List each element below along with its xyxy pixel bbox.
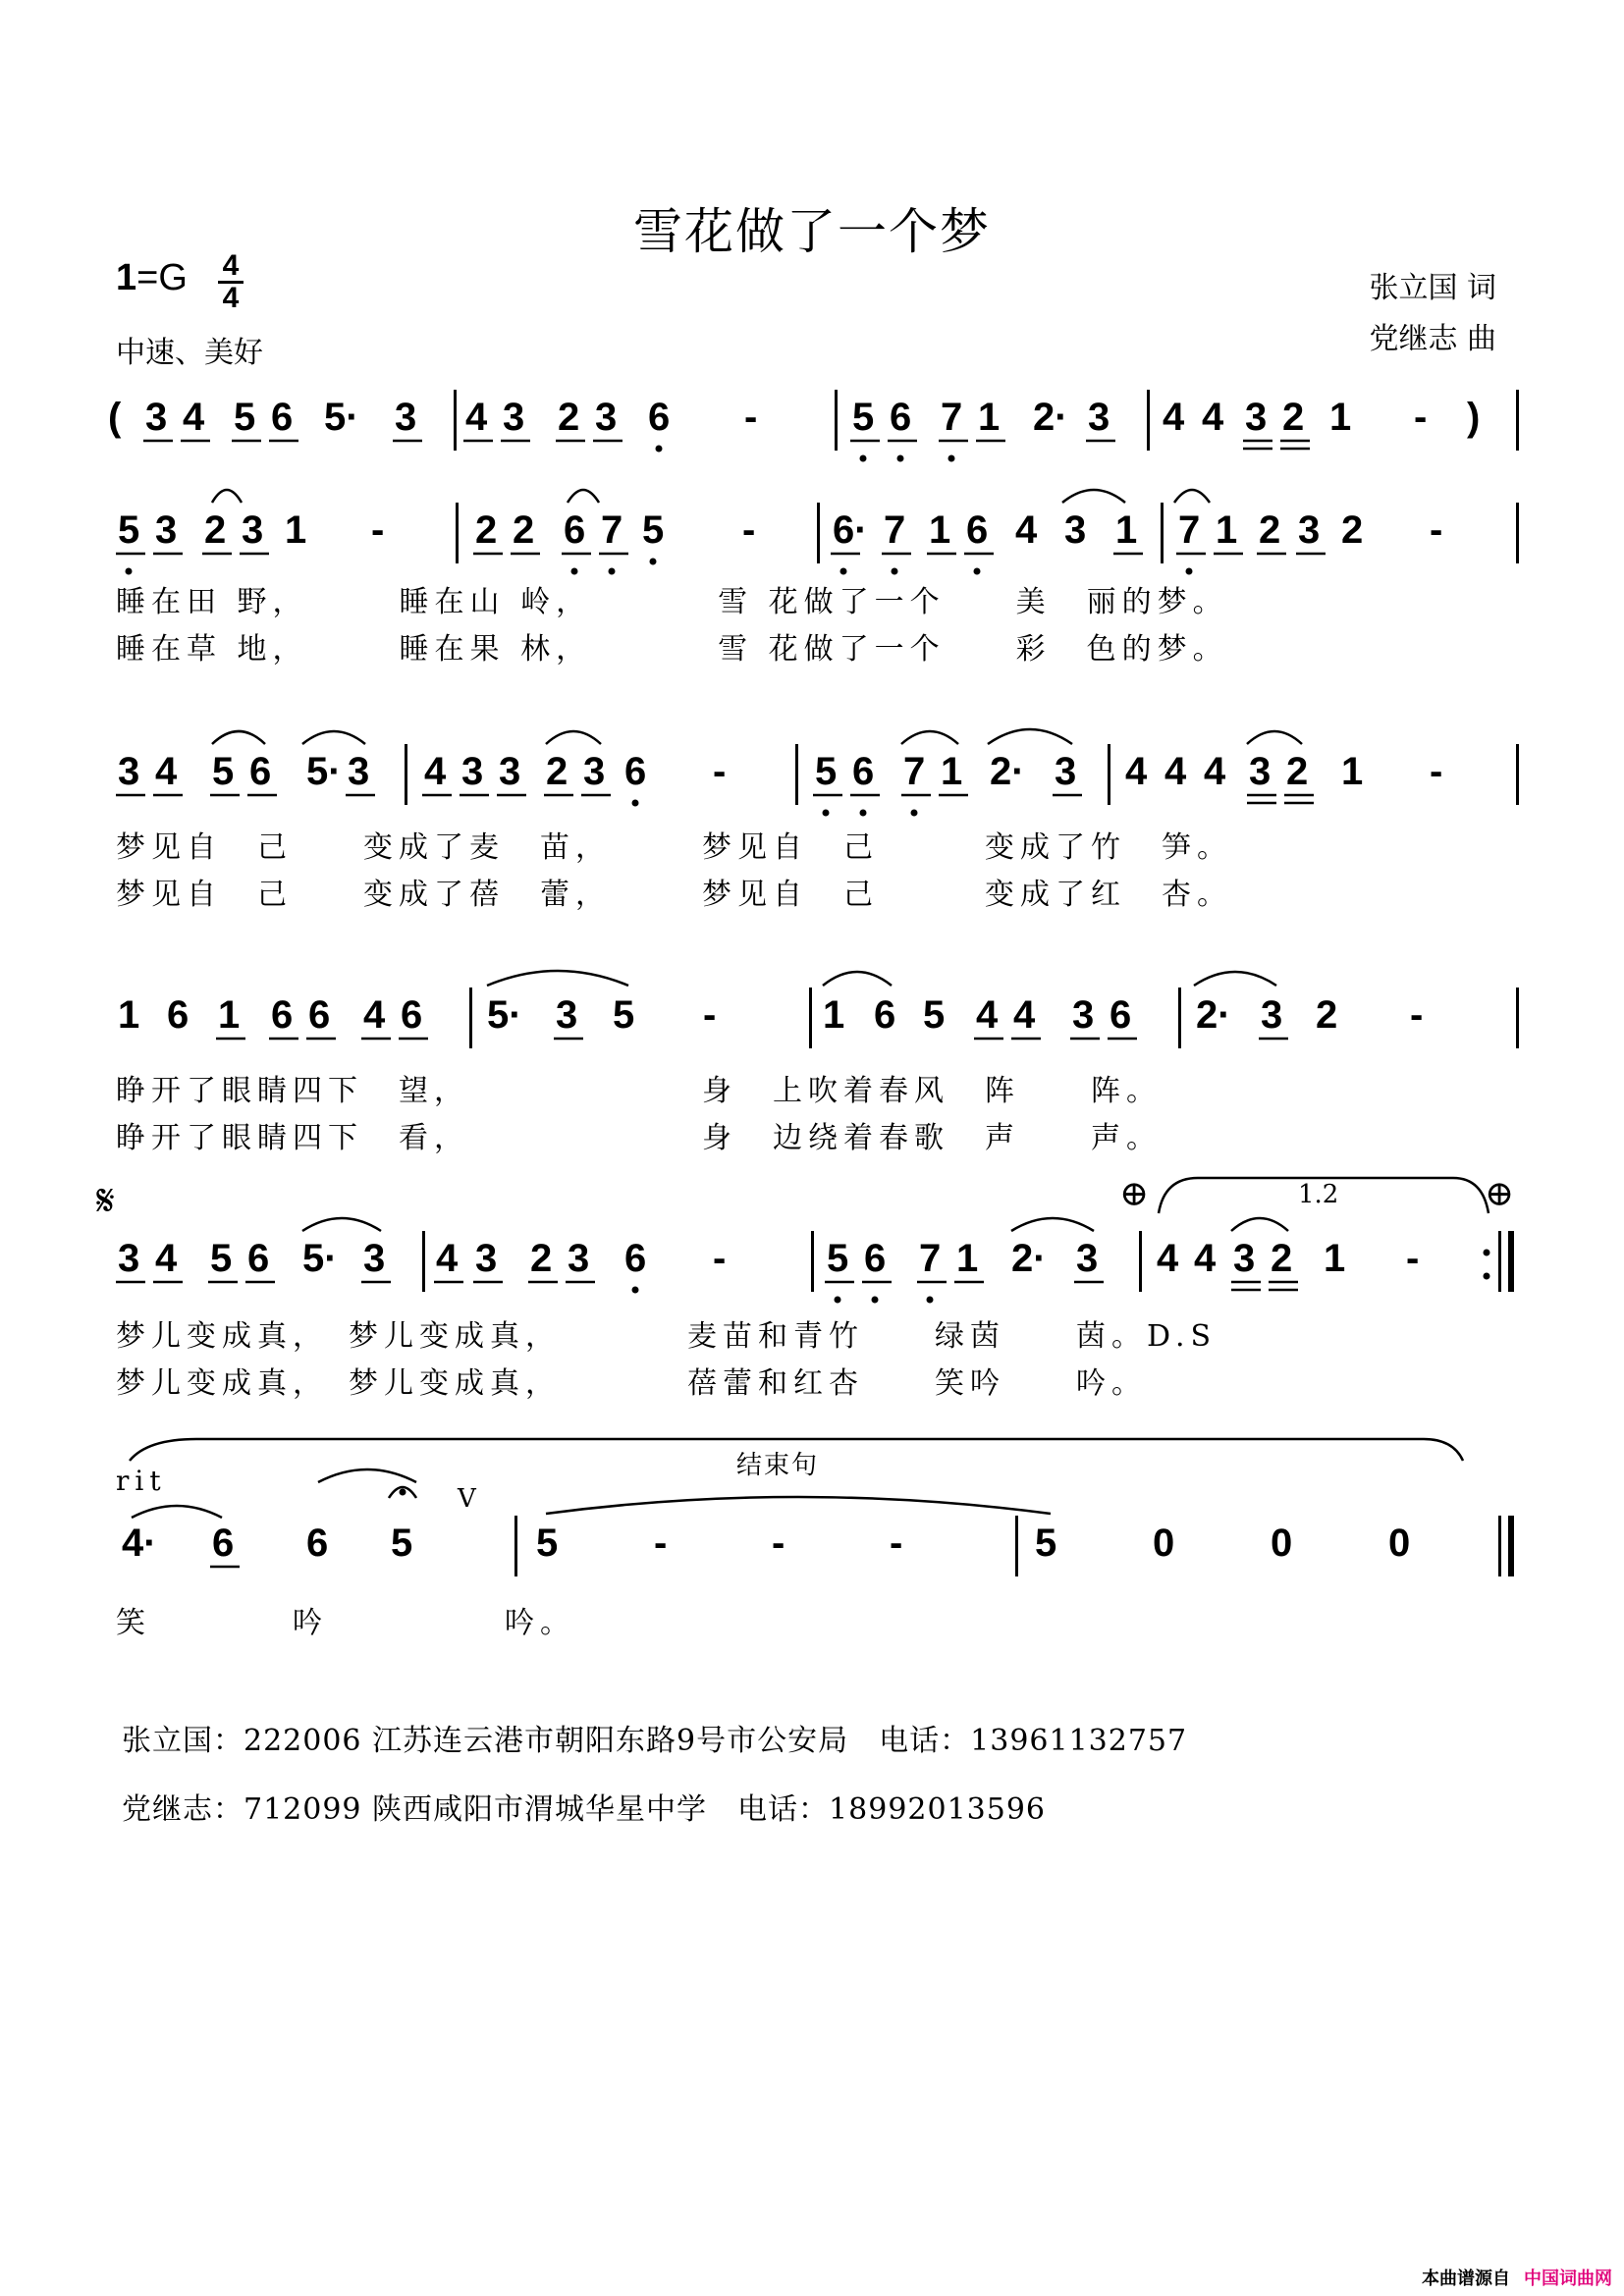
lyric-line-2a: 梦见自 己 变成了麦 苗， 梦见自 己 变成了竹 笋。 <box>116 830 1232 865</box>
note-6-7: - <box>772 1522 785 1565</box>
octave-dot-below <box>571 568 578 575</box>
note-5-23: 1 <box>1324 1237 1346 1280</box>
slur <box>1174 490 1210 503</box>
note-1-15: 6 <box>890 396 912 439</box>
octave-dot-below <box>1186 568 1193 575</box>
note-2-24: 2 <box>1341 508 1364 552</box>
contact-composer: 党继志：712099 陕西咸阳市渭城华星中学 电话：18992013596 <box>122 1792 1047 1827</box>
lyric-line-3b: 睁开了眼睛四下 看， 身 边绕着春歌 声 声。 <box>116 1121 1162 1155</box>
note-1-2: 3 <box>145 396 168 439</box>
lyric-line-4a: 梦儿变成真， 梦儿变成真， 麦苗和青竹 绿茵 茵。D.S <box>116 1319 1218 1354</box>
note-3-23: 3 <box>1249 750 1272 793</box>
lyric-line-5a: 笑 吟 吟。 <box>116 1606 575 1640</box>
note-3-17: 1 <box>941 750 963 793</box>
slur <box>302 731 365 744</box>
octave-dot-below <box>860 810 867 817</box>
lyricist-credit: 张立国 词 <box>1369 271 1496 305</box>
note-1-3: 4 <box>183 396 205 439</box>
note-5-13: 5 <box>827 1237 849 1280</box>
note-5-11: 6 <box>624 1237 647 1280</box>
note-1-25: - <box>1414 396 1428 439</box>
note-2-1: 5 <box>118 508 140 552</box>
note-2-9: 6 <box>564 508 586 552</box>
slur <box>823 972 892 986</box>
note-2-2: 3 <box>155 508 178 552</box>
volta-bracket <box>1159 1178 1489 1213</box>
note-6-2: 6 <box>212 1522 235 1565</box>
note-3-6: 3 <box>348 750 370 793</box>
note-3-3: 5 <box>212 750 235 793</box>
slur <box>212 490 242 503</box>
note-3-26: - <box>1430 750 1443 793</box>
octave-dot-below <box>650 559 657 565</box>
note-2-6: - <box>371 508 385 552</box>
note-4-10: 5 <box>613 993 635 1037</box>
note-1-21: 4 <box>1202 396 1224 439</box>
note-1-13: - <box>744 396 758 439</box>
tempo-marking: 中速、美好 <box>116 336 263 370</box>
note-6-8: - <box>890 1522 903 1565</box>
note-3-13: - <box>713 750 727 793</box>
note-5-6: 3 <box>363 1237 386 1280</box>
note-5-14: 6 <box>864 1237 887 1280</box>
meter-bottom: 4 <box>222 282 240 314</box>
note-6-5: 5 <box>536 1522 559 1565</box>
note-1-8: 4 <box>465 396 488 439</box>
note-3-4: 6 <box>249 750 272 793</box>
note-4-22: - <box>1410 993 1424 1037</box>
key-equals: = <box>136 257 159 298</box>
contact-lyricist: 张立国：222006 江苏连云港市朝阳东路9号市公安局 电话：13961132757 <box>122 1724 1188 1758</box>
note-5-10: 3 <box>568 1237 590 1280</box>
footer-site-link[interactable]: 中国词曲网 <box>1524 2269 1612 2288</box>
note-4-5: 6 <box>308 993 331 1037</box>
note-2-16: 6 <box>966 508 989 552</box>
octave-dot-below <box>897 455 904 462</box>
note-3-11: 3 <box>583 750 606 793</box>
composer-credit: 党继志 曲 <box>1369 322 1496 356</box>
note-4-3: 1 <box>218 993 241 1037</box>
meter-top: 4 <box>218 251 244 284</box>
note-4-6: 4 <box>363 993 386 1037</box>
note-4-7: 6 <box>401 993 423 1037</box>
note-5-4: 6 <box>247 1237 270 1280</box>
octave-dot-below <box>840 568 847 575</box>
note-5-20: 4 <box>1194 1237 1217 1280</box>
octave-dot-below <box>892 568 898 575</box>
note-3-15: 6 <box>852 750 875 793</box>
note-4-21: 2 <box>1316 993 1338 1037</box>
octave-dot-below <box>632 1287 639 1294</box>
note-3-10: 2 <box>546 750 568 793</box>
note-4-13: 6 <box>874 993 896 1037</box>
note-5-18: 3 <box>1076 1237 1099 1280</box>
note-3-9: 3 <box>499 750 521 793</box>
note-1-26: ) <box>1467 396 1481 439</box>
note-5-12: - <box>713 1237 727 1280</box>
note-5-7: 4 <box>436 1237 459 1280</box>
note-3-24: 2 <box>1286 750 1309 793</box>
fermata-dot <box>400 1489 406 1496</box>
octave-dot-below <box>632 800 639 807</box>
coda-sign-2: ⊕ <box>1485 1174 1515 1214</box>
footer-source: 本曲谱源自 <box>1422 2269 1510 2288</box>
note-2-8: 2 <box>513 508 535 552</box>
slur <box>546 731 601 744</box>
ending-bracket <box>130 1439 1463 1461</box>
note-1-9: 3 <box>503 396 525 439</box>
slur <box>212 731 265 744</box>
note-6-12: 0 <box>1388 1522 1411 1565</box>
note-5-15: 7 <box>919 1237 942 1280</box>
octave-dot-below <box>609 568 616 575</box>
slur <box>1231 1218 1288 1231</box>
slur <box>318 1469 416 1482</box>
slur <box>568 490 599 503</box>
octave-dot-below <box>126 568 133 575</box>
octave-dot-below <box>974 568 981 575</box>
note-1-22: 3 <box>1245 396 1268 439</box>
note-4-8: 5· <box>487 993 522 1037</box>
note-5-5: 5· <box>302 1237 338 1280</box>
octave-dot-below <box>860 455 867 462</box>
note-4-9: 3 <box>556 993 578 1037</box>
note-4-18: 6 <box>1110 993 1132 1037</box>
note-5-19: 4 <box>1157 1237 1179 1280</box>
octave-dot-below <box>948 455 955 462</box>
ending-label: 结束句 <box>736 1451 820 1480</box>
octave-dot-below <box>656 446 663 453</box>
note-4-2: 6 <box>167 993 189 1037</box>
note-1-10: 2 <box>558 396 580 439</box>
note-3-8: 3 <box>461 750 484 793</box>
note-5-21: 3 <box>1233 1237 1256 1280</box>
note-2-23: 3 <box>1298 508 1321 552</box>
note-6-11: 0 <box>1271 1522 1293 1565</box>
note-1-19: 3 <box>1088 396 1110 439</box>
note-2-21: 1 <box>1216 508 1238 552</box>
note-4-19: 2· <box>1196 993 1231 1037</box>
note-3-16: 7 <box>903 750 926 793</box>
note-1-20: 4 <box>1163 396 1185 439</box>
note-1-14: 5 <box>852 396 875 439</box>
octave-dot-below <box>835 1297 841 1304</box>
note-2-3: 2 <box>204 508 227 552</box>
note-1-11: 3 <box>595 396 618 439</box>
repeat-dot <box>1484 1273 1490 1280</box>
note-2-13: 6· <box>833 508 868 552</box>
note-2-12: - <box>742 508 756 552</box>
note-3-22: 4 <box>1204 750 1226 793</box>
coda-sign-1: ⊕ <box>1119 1174 1150 1214</box>
slur <box>132 1506 222 1518</box>
note-2-17: 4 <box>1015 508 1038 552</box>
note-1-17: 1 <box>978 396 1001 439</box>
note-2-18: 3 <box>1064 508 1087 552</box>
lyric-line-4b: 梦儿变成真， 梦儿变成真， 蓓蕾和红杏 笑吟 吟。 <box>116 1366 1147 1401</box>
note-2-15: 1 <box>929 508 951 552</box>
note-5-1: 3 <box>118 1237 140 1280</box>
breath-mark: V <box>458 1484 476 1514</box>
note-2-7: 2 <box>475 508 498 552</box>
note-4-15: 4 <box>976 993 999 1037</box>
note-1-4: 5 <box>234 396 256 439</box>
octave-dot-below <box>911 810 918 817</box>
note-1-16: 7 <box>941 396 963 439</box>
note-5-2: 4 <box>155 1237 178 1280</box>
note-5-9: 2 <box>530 1237 553 1280</box>
note-2-14: 7 <box>884 508 906 552</box>
note-5-8: 3 <box>475 1237 498 1280</box>
note-4-4: 6 <box>271 993 294 1037</box>
rit-marking: rit <box>116 1465 167 1497</box>
note-1-5: 6 <box>271 396 294 439</box>
note-1-18: 2· <box>1033 396 1068 439</box>
key-tonic: G <box>158 257 188 298</box>
segno-sign: 𝄋 <box>96 1176 115 1226</box>
note-2-4: 3 <box>242 508 264 552</box>
note-5-3: 5 <box>210 1237 233 1280</box>
note-6-10: 0 <box>1153 1522 1175 1565</box>
note-2-5: 1 <box>285 508 307 552</box>
volta-label: 1.2 <box>1298 1180 1339 1209</box>
note-4-17: 3 <box>1072 993 1095 1037</box>
note-3-25: 1 <box>1341 750 1364 793</box>
note-3-18: 2· <box>990 750 1025 793</box>
note-3-19: 3 <box>1055 750 1077 793</box>
note-2-11: 5 <box>642 508 665 552</box>
note-6-3: 6 <box>306 1522 329 1565</box>
note-6-1: 4· <box>122 1522 157 1565</box>
lyric-line-1a: 睡在田 野， 睡在山 岭， 雪 花做了一个 美 丽的梦。 <box>116 585 1228 619</box>
note-2-19: 1 <box>1115 508 1138 552</box>
note-3-7: 4 <box>424 750 447 793</box>
note-1-24: 1 <box>1329 396 1352 439</box>
octave-dot-below <box>927 1297 934 1304</box>
page-title: 雪花做了一个梦 <box>633 203 991 260</box>
note-3-2: 4 <box>155 750 178 793</box>
slur-long <box>487 971 628 986</box>
note-2-20: 7 <box>1178 508 1201 552</box>
repeat-dot <box>1484 1250 1490 1256</box>
slur <box>901 731 958 744</box>
slur <box>1062 490 1125 503</box>
slur <box>988 729 1072 744</box>
note-4-11: - <box>703 993 717 1037</box>
note-5-22: 2 <box>1271 1237 1293 1280</box>
tie-long <box>546 1497 1051 1514</box>
note-3-12: 6 <box>624 750 647 793</box>
slur <box>1011 1218 1094 1231</box>
octave-dot-below <box>872 1297 879 1304</box>
note-2-10: 7 <box>601 508 623 552</box>
note-5-17: 2· <box>1011 1237 1047 1280</box>
note-6-4: 5 <box>391 1522 413 1565</box>
note-3-20: 4 <box>1125 750 1148 793</box>
note-3-1: 3 <box>118 750 140 793</box>
note-6-6: - <box>654 1522 668 1565</box>
note-1-6: 5· <box>324 396 359 439</box>
note-1-12: 6 <box>648 396 671 439</box>
note-4-12: 1 <box>823 993 845 1037</box>
note-3-14: 5 <box>815 750 838 793</box>
note-5-24: - <box>1406 1237 1420 1280</box>
note-2-22: 2 <box>1259 508 1281 552</box>
slur <box>1194 972 1276 986</box>
note-5-16: 1 <box>956 1237 979 1280</box>
lyric-line-1b: 睡在草 地， 睡在果 林， 雪 花做了一个 彩 色的梦。 <box>116 632 1228 667</box>
note-2-25: - <box>1430 508 1443 552</box>
key-degree: 1 <box>116 257 137 298</box>
note-1-7: 3 <box>395 396 417 439</box>
octave-dot-below <box>823 810 830 817</box>
note-6-9: 5 <box>1035 1522 1057 1565</box>
note-4-14: 5 <box>923 993 946 1037</box>
lyric-line-3a: 睁开了眼睛四下 望， 身 上吹着春风 阵 阵。 <box>116 1074 1162 1108</box>
note-4-16: 4 <box>1013 993 1036 1037</box>
note-3-5: 5· <box>306 750 342 793</box>
note-4-20: 3 <box>1261 993 1283 1037</box>
note-3-21: 4 <box>1164 750 1187 793</box>
note-1-23: 2 <box>1282 396 1305 439</box>
lyric-line-2b: 梦见自 己 变成了蓓 蕾， 梦见自 己 变成了红 杏。 <box>116 878 1232 912</box>
slur <box>1247 731 1302 744</box>
slur <box>302 1218 381 1231</box>
note-4-1: 1 <box>118 993 140 1037</box>
note-1-1: ( <box>108 396 122 439</box>
